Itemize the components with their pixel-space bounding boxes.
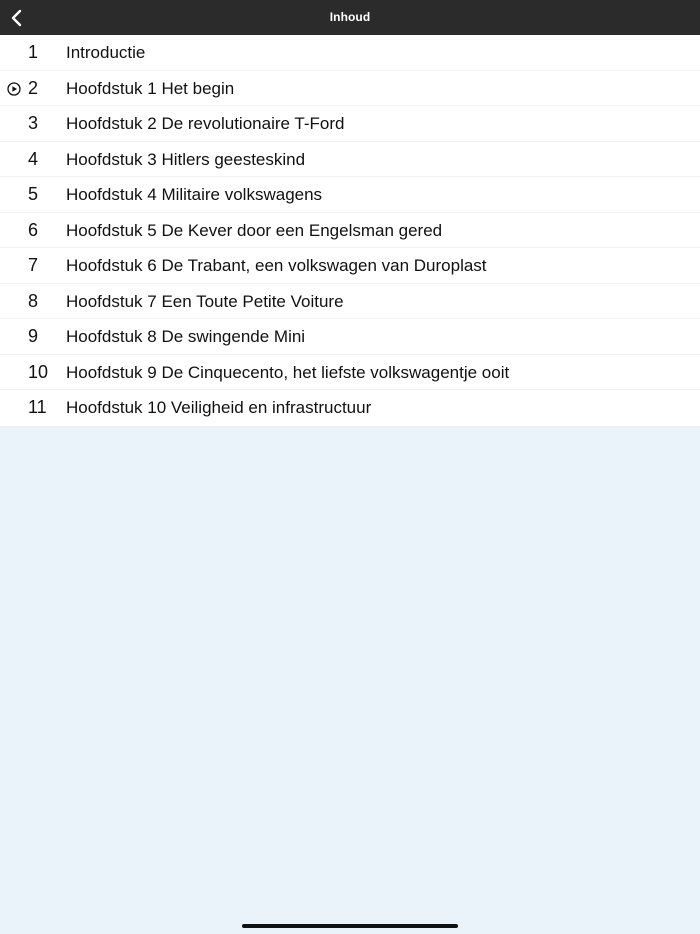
toc-item-number: 6	[28, 219, 39, 240]
page-title: Inhoud	[329, 10, 371, 24]
table-of-contents	[0, 35, 700, 426]
toc-item[interactable]	[0, 213, 700, 249]
toc-item[interactable]	[0, 355, 700, 391]
toc-item[interactable]	[0, 248, 700, 284]
home-indicator[interactable]	[242, 924, 458, 928]
play-circle-icon	[7, 82, 21, 96]
toc-item-title: Hoofdstuk 2 De revolutionaire T-Ford	[66, 114, 345, 133]
toc-item[interactable]	[0, 177, 700, 213]
toc-item-title: Hoofdstuk 7 Een Toute Petite Voiture	[66, 291, 344, 311]
toc-item[interactable]	[0, 319, 700, 355]
toc-item-title: Hoofdstuk 3 Hitlers geesteskind	[66, 149, 306, 169]
toc-item-title: Hoofdstuk 8 De swingende Mini	[66, 327, 306, 346]
toc-item-title: Introductie	[66, 43, 146, 62]
toc-item-number: 7	[28, 255, 39, 275]
toc-item[interactable]	[0, 142, 700, 178]
navigation-bar	[0, 0, 700, 35]
toc-item[interactable]	[0, 106, 700, 142]
toc-item-title: Hoofdstuk 6 De Trabant, een volkswagen van Duroplast	[66, 256, 487, 275]
toc-item[interactable]	[0, 284, 700, 320]
toc-item-title: Hoofdstuk 5 De Kever door een Engelsman gered	[66, 220, 443, 240]
toc-item-number: 1	[28, 42, 39, 62]
toc-item-number: 5	[28, 184, 39, 204]
toc-item-number: 11	[28, 397, 47, 417]
toc-item-number: 2	[28, 77, 39, 98]
toc-item-number: 4	[28, 148, 39, 169]
toc-item-title: Hoofdstuk 10 Veiligheid en infrastructuur	[66, 398, 372, 417]
toc-item-number: 10	[28, 361, 49, 382]
toc-item-number: 8	[28, 290, 39, 311]
toc-item[interactable]	[0, 390, 700, 426]
toc-item-current[interactable]	[0, 71, 700, 107]
toc-item-number: 3	[28, 113, 39, 133]
toc-item-number: 9	[28, 326, 39, 346]
toc-item-title: Hoofdstuk 9 De Cinquecento, het liefste volkswagentje ooit	[66, 362, 510, 382]
toc-item-title: Hoofdstuk 4 Militaire volkswagens	[66, 185, 323, 204]
toc-item-title: Hoofdstuk 1 Het begin	[66, 78, 235, 98]
toc-item[interactable]	[0, 35, 700, 71]
